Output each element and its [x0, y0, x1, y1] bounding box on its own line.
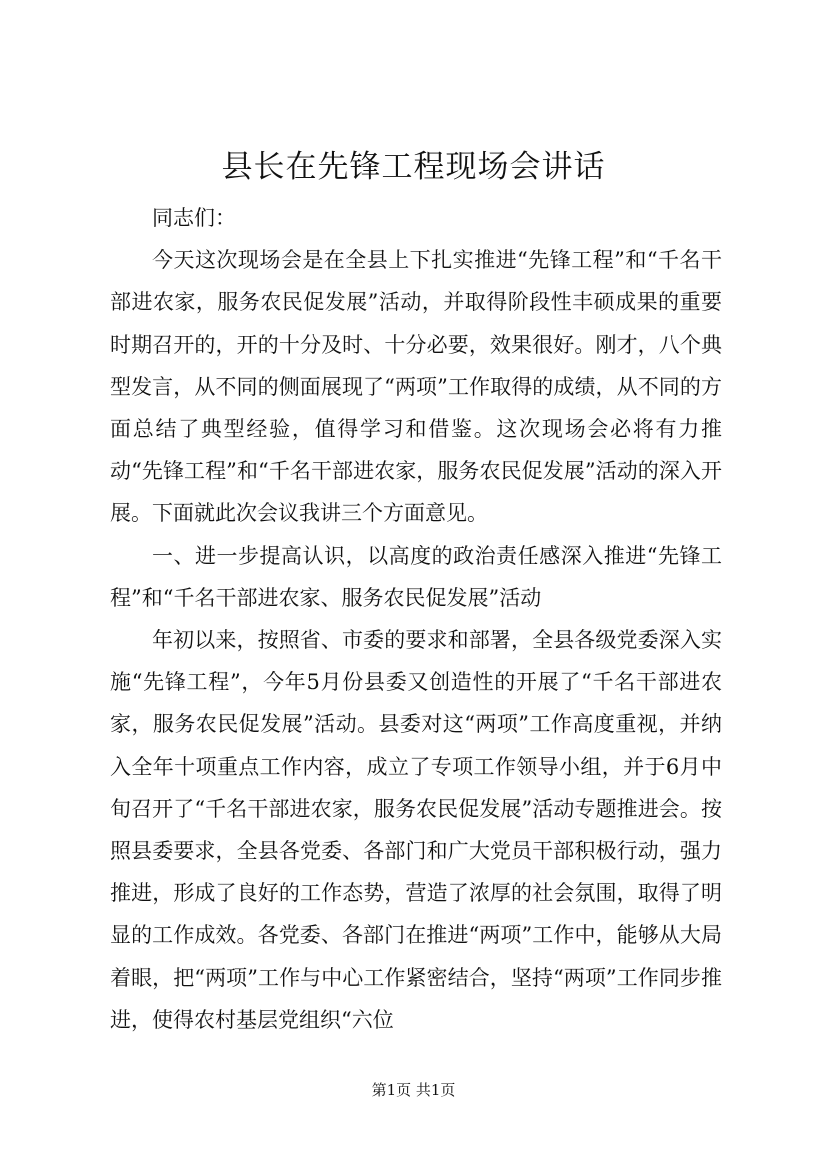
document-body — [110, 197, 722, 1041]
section-heading-1: 一、进一步提高认识，以高度的政治责任感深入推进“先锋工程”和“千名干部进农家、服务农民促发展”活动 — [110, 543, 722, 610]
document-title: 县长在先锋工程现场会讲话 — [221, 149, 606, 185]
paragraph-intro: 今天这次现场会是在全县上下扎实推进“先锋工程”和“千名干部进农家，服务农民促发展”活动，并取得阶段性丰硕成果的重要时期召开的，开的十分及时、十分必要，效果很好。刚才，八个典型发言，从不同的侧面展现了“两项”工作取得的成绩，从不同的方面总结了典型经验，值得学习和借鉴。这次现场会必将有力推动“先锋工程”和“千名干部进农家，服务农民促发展”活动的深入开展。下面就此次会议我讲三个方面意见。 — [110, 248, 722, 526]
paragraph-section-1: 年初以来，按照省、市委的要求和部署，全县各级党委深入实施“先锋工程”，今年5月份县委又创造性的开展了“千名干部进农家，服务农民促发展”活动。县委对这“两项”工作高度重视，并纳入全年十项重点工作内容，成立了专项工作领导小组，并于6月中旬召开了“千名干部进农家，服务农民促发展”活动专题推进会。按照县委要求，全县各党委、各部门和广大党员干部积极行动，强力推进，形成了良好的工作态势，营造了浓厚的社会氛围，取得了明显的工作成效。各党委、各部门在推进“两项”工作中，能够从大局着眼，把“两项”工作与中心工作紧密结合，坚持“两项”工作同步推进，使得农村基层党组织“六位 — [110, 628, 722, 1032]
page-footer: 第1页 共1页 — [371, 1081, 456, 1099]
salutation: 同志们： — [152, 206, 236, 230]
